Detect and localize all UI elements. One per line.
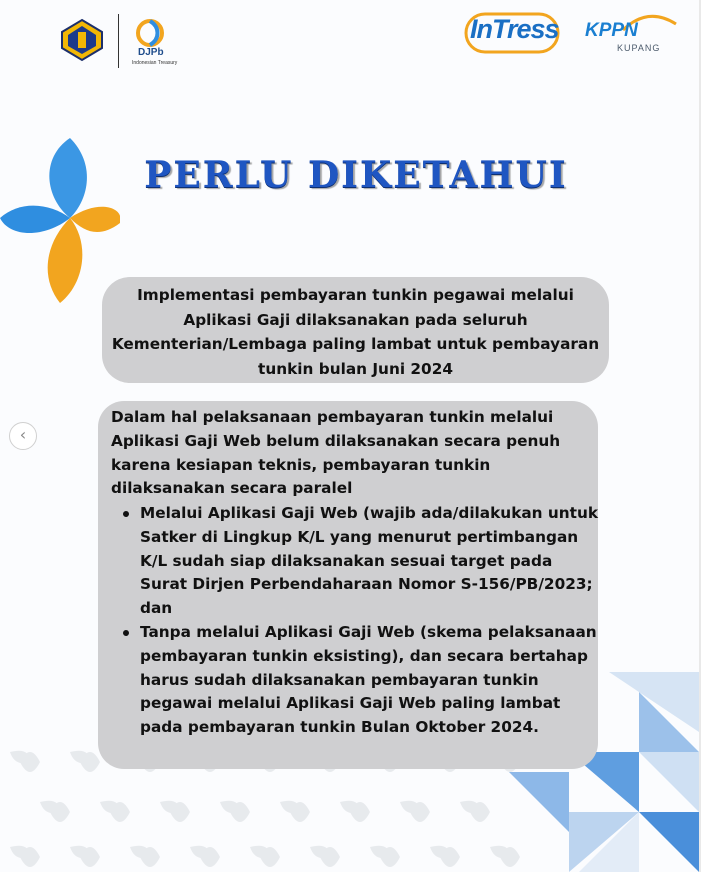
info-box-secondary-intro: Dalam hal pelaksanaan pembayaran tunkin melalui Aplikasi Gaji Web belum dilaksanakan secara penuh karena kesiapan teknis, pembayaran tunkin dilaksanakan secara paralel xyxy=(111,408,561,498)
header xyxy=(0,0,699,80)
info-box-primary xyxy=(102,277,609,383)
djpb-subtitle: Indonesian Treasury xyxy=(132,60,178,66)
kppn-subtitle: KUPANG xyxy=(617,43,661,53)
kppn-label: KPPN xyxy=(585,20,638,41)
bullet-item-1: Melalui Aplikasi Gaji Web (wajib ada/dilakukan untuk Satker di Lingkup K/L yang menurut pertimbangan K/L sudah siap dilaksanakan sesuai target pada Surat Dirjen Perbendaharaan Nomor S-156/PB/2023; dan xyxy=(119,502,600,621)
bullet-list xyxy=(119,502,600,740)
info-box-secondary xyxy=(98,401,598,769)
carousel-prev-button[interactable] xyxy=(9,422,37,450)
chevron-left-icon: ‹ xyxy=(19,425,27,444)
intress-label: InTress xyxy=(470,14,559,44)
info-box-primary-text: Implementasi pembayaran tunkin pegawai melalui Aplikasi Gaji dilaksanakan pada seluruh Kementerian/Lembaga paling lambat untuk pembayaran tunkin bulan Juni 2024 xyxy=(111,286,600,378)
header-divider xyxy=(118,14,119,68)
djpb-label: DJPb xyxy=(138,47,164,58)
bullet-item-2: Tanpa melalui Aplikasi Gaji Web (skema pelaksanaan pembayaran tunkin eksisting), dan secara bertahap harus sudah dilaksanakan pembayaran tunkin pegawai melalui Aplikasi Gaji Web paling lambat pada pembayaran tunkin Bulan Oktober 2024. xyxy=(119,621,600,740)
kemenkeu-logo-icon xyxy=(60,18,104,62)
page-title: PERLU DIKETAHUI xyxy=(144,154,568,196)
